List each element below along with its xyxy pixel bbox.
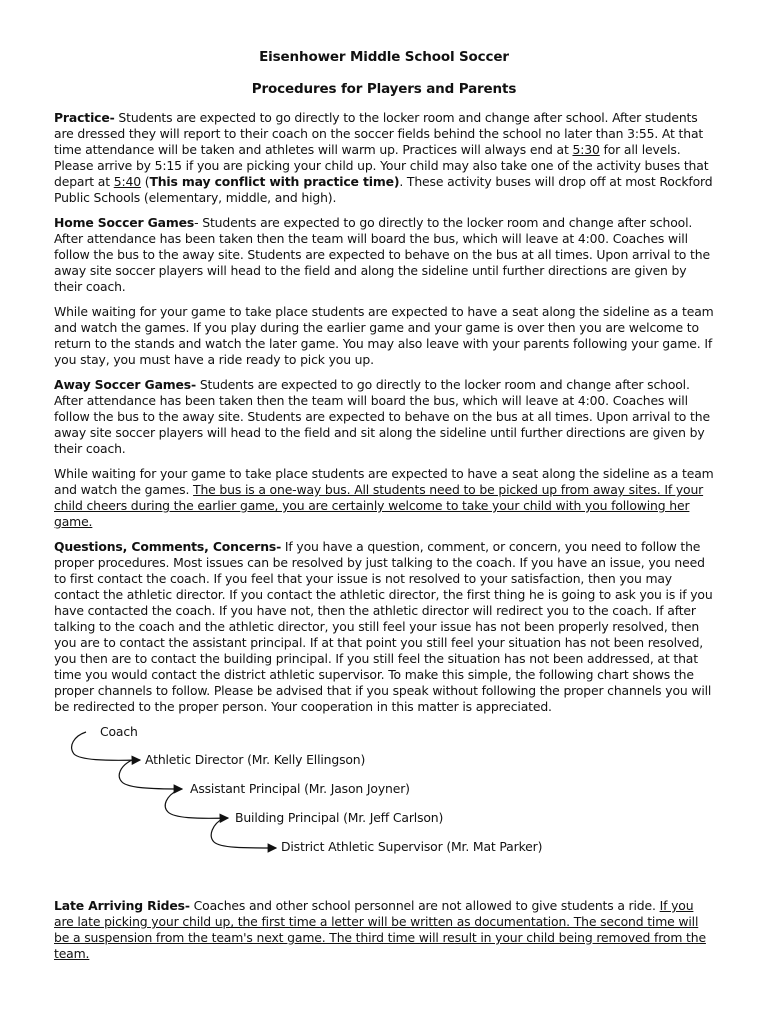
practice-conflict-note: This may conflict with practice time) <box>149 174 400 189</box>
practice-text-1: Students are expected to go directly to the locker room and change after school. After students are dressed they will report to their coach on the soccer fields behind the school no later than 3:55. At that time attendance will be taken and athletes will warm up. Practices will always end at <box>54 110 704 157</box>
activity-bus-time: 5:40 <box>113 174 141 189</box>
home-games-text: - Students are expected to go directly to the locker room and change after school. After attendance has been taken then the team will board the bus, which will leave at 4:00. Coaches will follow the bus to the away site. Students are expected to behave on the bus at all times. Upon arrival to the away site soccer players will head to the field and along the sideline until further directions are given by their coach. <box>54 215 710 294</box>
practice-text-2: for all levels. Please arrive by 5:15 if you are picking your child up. Your child may also take one of the activity buses that depart at <box>54 142 709 189</box>
practice-heading: Practice- <box>54 110 115 125</box>
practice-text-4: . These activity buses will drop off at most Rockford Public Schools (elementary, middle, and high). <box>54 174 713 205</box>
chain-step-athletic-director: Athletic Director (Mr. Kelly Ellingson) <box>145 752 366 767</box>
away-games-paragraph <box>54 377 714 457</box>
chain-of-command-chart <box>54 724 714 898</box>
document-title: Eisenhower Middle School Soccer <box>259 49 509 65</box>
chain-step-coach: Coach <box>100 724 138 739</box>
home-games-heading: Home Soccer Games <box>54 215 195 230</box>
chain-step-district-supervisor: District Athletic Supervisor (Mr. Mat Parker) <box>281 839 543 854</box>
concerns-paragraph <box>54 539 714 715</box>
chain-step-building-principal: Building Principal (Mr. Jeff Carlson) <box>235 810 444 825</box>
practice-paragraph <box>54 110 714 206</box>
late-rides-paragraph <box>54 898 714 962</box>
late-rides-heading: Late Arriving Rides- <box>54 898 190 913</box>
away-games-heading: Away Soccer Games- <box>54 377 197 392</box>
practice-text-3: ( <box>140 174 150 189</box>
concerns-text: If you have a question, comment, or concern, you need to follow the proper procedures. Most issues can be resolved by just talking to the coach. If you have an issue, you need to first contact the coach. If you feel that your issue is not resolved to your satisfaction, then you may contact the athletic director. If you contact the athletic director, the first thing he is going to ask you is if you have contacted the coach. If you have not, then the athletic director will redirect you to the coach. If after talking to the coach and the athletic director, you still feel your issue has not been properly resolved, then you are to contact the assistant principal. If at that point you still feel your situation has not been resolved, you then are to contact the building principal. If you still feel the situation has not been addressed, at that time you would contact the district athletic supervisor. To make this simple, the following chart shows the proper channels to follow. Please be advised that if you speak without following the proper channels you will be redirected to the proper person. Your cooperation in this matter is appreciated. <box>54 539 713 714</box>
document-page <box>54 44 714 971</box>
document-subtitle: Procedures for Players and Parents <box>251 81 517 97</box>
away-games-text: Students are expected to go directly to the locker room and change after school. After attendance has been taken then the team will board the bus, which will leave at 4:00. Coaches will follow the bus to the away site. Students are expected to behave on the bus at all times. Upon arrival to the away site soccer players will head to the field and sit along the sideline until further directions are given by their coach. <box>54 377 710 456</box>
late-rides-consequences: If you are late picking your child up, the first time a letter will be written as documentation. The second time will be a suspension from the team's next game. The third time will result in your child being removed from the team. <box>54 898 706 961</box>
home-games-paragraph <box>54 215 714 295</box>
home-games-waiting-paragraph: While waiting for your game to take place students are expected to have a seat along the sideline as a team and watch the games. If you play during the earlier game and your game is over then you are welcome to return to the stands and watch the later game. You may also leave with your parents following your game. If you stay, you must have a ride ready to pick you up. <box>54 304 714 367</box>
chain-step-assistant-principal: Assistant Principal (Mr. Jason Joyner) <box>190 781 410 796</box>
away-games-waiting-paragraph <box>54 466 714 530</box>
away-games-waiting-text: While waiting for your game to take place students are expected to have a seat along the sideline as a team and watch the games. <box>54 466 714 497</box>
practice-end-time: 5:30 <box>572 142 600 157</box>
concerns-heading: Questions, Comments, Concerns- <box>54 539 282 554</box>
away-games-bus-notice: The bus is a one-way bus. All students need to be picked up from away sites. If your child cheers during the earlier game, you are certainly welcome to take your child with you following her game. <box>54 482 704 529</box>
late-rides-text: Coaches and other school personnel are not allowed to give students a ride. <box>189 898 660 913</box>
